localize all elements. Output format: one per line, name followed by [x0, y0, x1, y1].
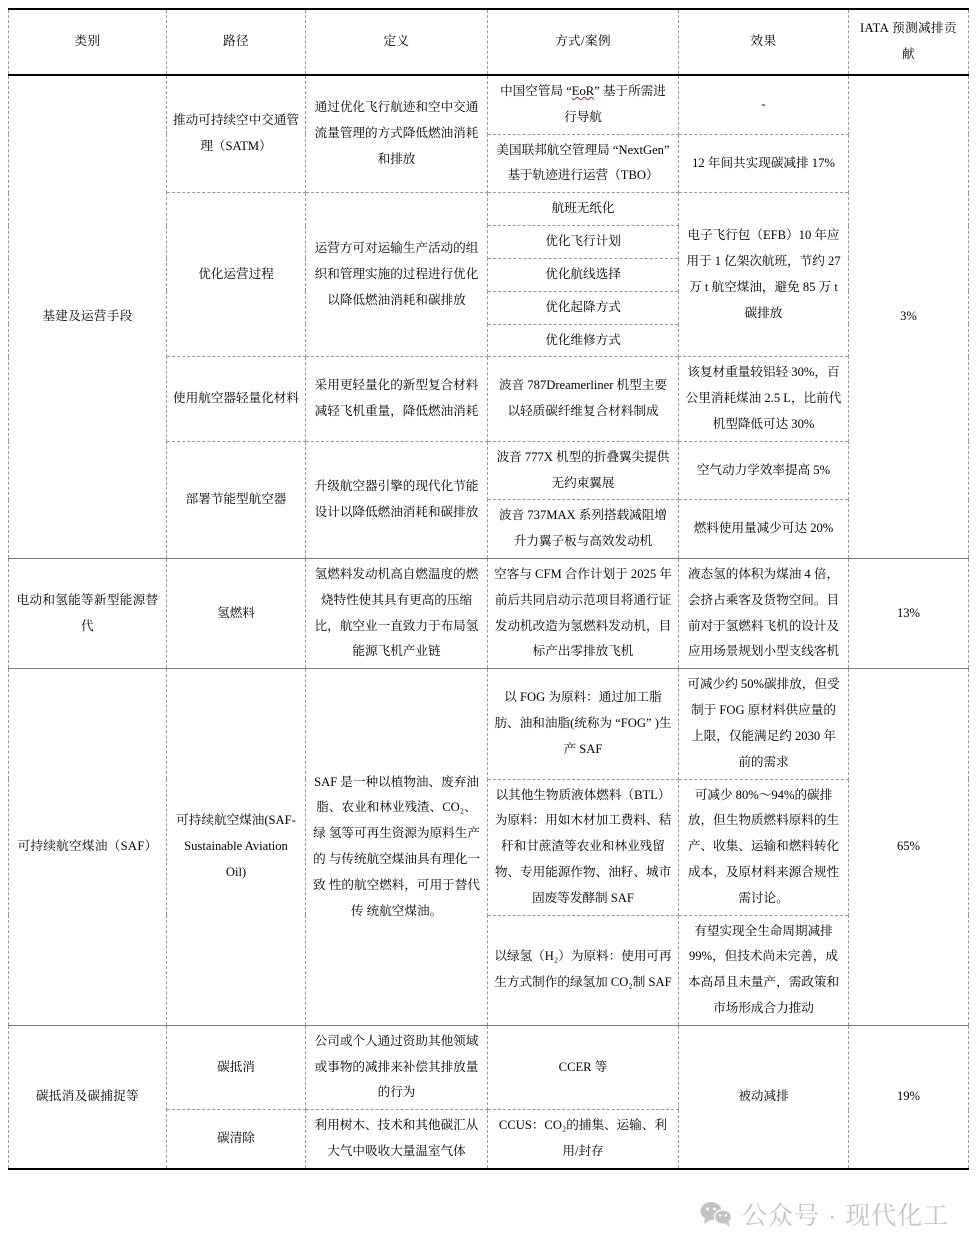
effect-cell-btl: 可减少 80%～94%的碳排放，但生物质燃料原料的生产、收集、运输和燃料转化成本，及原材料来源合规性需讨论。	[679, 779, 849, 915]
saf-definition-line-3: 氢等可再生资源为原料生产的	[313, 826, 480, 867]
method-cell-cfm: 空客与 CFM 合作计划于 2025 年前后共同启动示范项目将通行证发动机改造为氢燃料发动机，目标产出零排放飞机	[488, 559, 679, 669]
effect-cell-eor: -	[679, 75, 849, 134]
path-cell-optimize-ops: 优化运营过程	[167, 193, 306, 357]
column-header-iata: IATA 预测减排贡献	[849, 9, 969, 75]
category-cell-carbon-offset: 碳抵消及碳捕捉等	[9, 1025, 167, 1169]
column-header-category: 类别	[9, 9, 167, 75]
definition-cell-carbon-offset: 公司或个人通过资助其他领域或事物的减排来补偿其排放量的行为	[306, 1025, 488, 1109]
column-header-effect: 效果	[679, 9, 849, 75]
method-text-prefix: 中国空管局 “	[500, 84, 572, 98]
header-row	[9, 9, 969, 75]
method-cell-737max: 波音 737MAX 系列搭载减阻增升力翼子板与高效发动机	[488, 500, 679, 559]
effect-cell-green-hydrogen: 有望实现全生命周期减排 99%，但技术尚未完善，成本高昂且未量产，需政策和市场形成合力推动	[679, 915, 849, 1025]
definition-cell-saf	[306, 669, 488, 1026]
category-cell-new-energy: 电动和氢能等新型能源替代	[9, 559, 167, 669]
method-cell-takeoff-landing: 优化起降方式	[488, 291, 679, 324]
saf-definition-line-5: 性的航空燃料，可用于替代传	[328, 877, 480, 918]
method-cell-eor	[488, 75, 679, 134]
path-cell-hydrogen: 氢燃料	[167, 559, 306, 669]
method-cell-green-hydrogen: 以绿氢（H₂）为原料：使用可再生方式制作的绿氢加 CO₂制 SAF	[488, 915, 679, 1025]
category-cell-saf: 可持续航空煤油（SAF）	[9, 669, 167, 1026]
method-cell-787: 波音 787Dreamerliner 机型主要以轻质碳纤维复合材料制成	[488, 357, 679, 441]
column-header-path: 路径	[167, 9, 306, 75]
method-cell-777x: 波音 777X 机型的折叠翼尖提供无约束翼展	[488, 441, 679, 500]
column-header-definition: 定义	[306, 9, 488, 75]
iata-contribution-cell-carbon-offset: 19%	[849, 1025, 969, 1169]
emission-reduction-table	[8, 8, 969, 1170]
method-cell-ccus: CCUS：CO₂的捕集、运输、利用/封存	[488, 1110, 679, 1169]
definition-cell-lightweight: 采用更轻量化的新型复合材料减轻飞机重量，降低燃油消耗	[306, 357, 488, 441]
effect-cell-737max: 燃料使用量减少可达 20%	[679, 500, 849, 559]
path-cell-efficient-aircraft: 部署节能型航空器	[167, 441, 306, 558]
table-header	[9, 9, 969, 75]
effect-cell-carbon-offset: 被动减排	[679, 1025, 849, 1169]
table-row	[9, 559, 969, 669]
effect-cell-fog: 可减少约 50%碳排放，但受制于 FOG 原材料供应量的上限，仅能满足约 2030 年前的需求	[679, 669, 849, 779]
definition-cell-satm: 通过优化飞行航迹和空中交通流量管理的方式降低燃油消耗和排放	[306, 75, 488, 193]
saf-definition-line-2: 脂、农业和林业残渣、CO₂、绿	[313, 800, 477, 841]
effect-cell-efb: 电子飞行包（EFB）10 年应用于 1 亿架次航班，节约 27 万 t 航空煤油，避免 85 万 t 碳排放	[679, 193, 849, 357]
method-cell-btl: 以其他生物质液体燃料（BTL）为原料：用如木材加工费料、秸秆和甘蔗渣等农业和林业残留物、专用能源作物、油籽、城市固废等发酵制 SAF	[488, 779, 679, 915]
saf-definition-line-6: 统航空煤油。	[366, 903, 443, 918]
method-cell-fog: 以 FOG 为原料：通过加工脂肪、油和油脂(统称为 “FOG” )生产 SAF	[488, 669, 679, 779]
method-cell-nextgen: 美国联邦航空管理局 “NextGen” 基于轨迹进行运营（TBO）	[488, 134, 679, 193]
saf-definition-line-1: SAF 是一种以植物油、废弃油	[314, 774, 479, 789]
path-cell-carbon-removal: 碳清除	[167, 1110, 306, 1169]
saf-definition-line-4: 与传统航空煤油具有理化一致	[313, 852, 480, 892]
table-sheet	[8, 8, 968, 1250]
path-cell-lightweight: 使用航空器轻量化材料	[167, 357, 306, 441]
iata-contribution-cell-infrastructure: 3%	[849, 75, 969, 559]
table-row	[9, 1025, 969, 1109]
table-row	[9, 669, 969, 779]
table-body	[9, 75, 969, 1169]
effect-cell-nextgen: 12 年间共实现碳减排 17%	[679, 134, 849, 193]
definition-cell-carbon-removal: 利用树木、技术和其他碳汇从大气中吸收大量温室气体	[306, 1110, 488, 1169]
iata-contribution-cell-saf: 65%	[849, 669, 969, 1026]
column-header-method: 方式/案例	[488, 9, 679, 75]
method-cell-ccer: CCER 等	[488, 1025, 679, 1109]
method-cell-flight-plan: 优化飞行计划	[488, 226, 679, 259]
definition-cell-efficient-aircraft: 升级航空器引擎的现代化节能设计以降低燃油消耗和碳排放	[306, 441, 488, 558]
table-row	[9, 75, 969, 134]
method-cell-maintenance: 优化维修方式	[488, 324, 679, 357]
effect-cell-787: 该复材重量较铝轻 30%，百公里消耗煤油 2.5 L，比前代机型降低可达 30%	[679, 357, 849, 441]
method-text-suffix: ” 基于所需进行导航	[564, 84, 666, 124]
definition-cell-optimize-ops: 运营方可对运输生产活动的组织和管理实施的过程进行优化以降低燃油消耗和碳排放	[306, 193, 488, 357]
category-cell-infrastructure: 基建及运营手段	[9, 75, 167, 559]
path-cell-carbon-offset: 碳抵消	[167, 1025, 306, 1109]
method-cell-paperless: 航班无纸化	[488, 193, 679, 226]
effect-cell-hydrogen: 液态氢的体积为煤油 4 倍，会挤占乘客及货物空间。目前对于氢燃料飞机的设计及应用场景规划小型支线客机	[679, 559, 849, 669]
misspelled-word-eor: EoR	[571, 84, 595, 98]
path-cell-satm: 推动可持续空中交通管理（SATM）	[167, 75, 306, 193]
method-cell-route-selection: 优化航线选择	[488, 258, 679, 291]
definition-cell-hydrogen: 氢燃料发动机高自燃温度的燃烧特性使其具有更高的压缩比，航空业一直致力于布局氢能源飞机产业链	[306, 559, 488, 669]
path-cell-saf: 可持续航空煤油(SAF-Sustainable Aviation Oil)	[167, 669, 306, 1026]
watermark-text: 公众号 · 现代化工	[742, 1202, 950, 1230]
effect-cell-777x: 空气动力学效率提高 5%	[679, 441, 849, 500]
iata-contribution-cell-new-energy: 13%	[849, 559, 969, 669]
